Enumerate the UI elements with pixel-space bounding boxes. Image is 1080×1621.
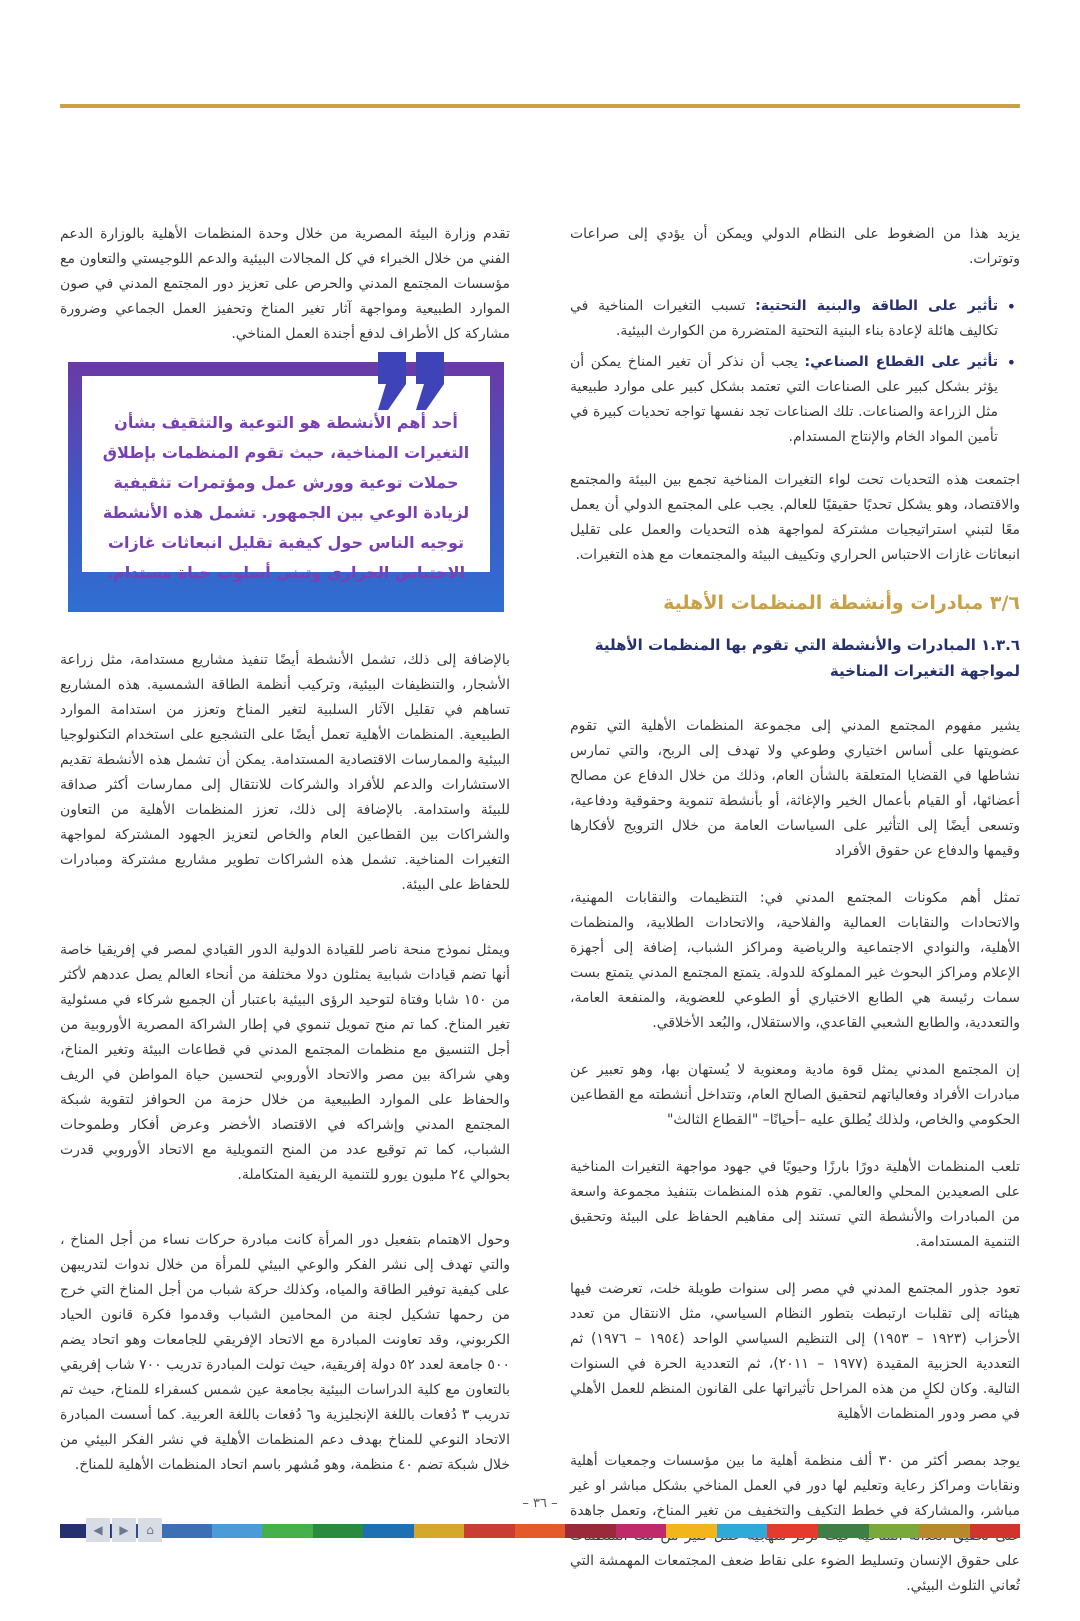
- home-icon[interactable]: ⌂: [138, 1518, 162, 1542]
- color-strip-segment: [161, 1524, 212, 1538]
- quote-mark-icon: [372, 352, 452, 412]
- ngo-role: تلعب المنظمات الأهلية دورًا بارزًا وحيويًا في جهود مواجهة التغيرات المناخية على الصعيدين المحلي والعالمي. تقوم هذه المنظمات بتنفيذ مجموعة واسعة من المبادرات والأنشطة التي تستند إلى مفاهيم الحفاظ على البيئة وتحقيق التنمية المستدامة.: [570, 1159, 1020, 1250]
- civil-society-components: تمثل أهم مكونات المجتمع المدني في: التنظيمات والنقابات المهنية، والاتحادات والنقابات العمالية والفلاحية، والاتحادات الطلابية، والمنظمات الأهلية، والنوادي الاجتماعية والرياضية ومراكز الشباب، إضافة إلى أجهزة الإعلام ومراكز البحوث غير المملوكة للدولة. يتمتع المجتمع المدني يتمتع بست سمات رئيسة هي الطابع الاختياري أو الطوعي للعضوية، والمنفعة العامة، والتعددية، والطابع الشعبي القاعدي، والاستقلال، والبُعد الأخلاقي.: [570, 890, 1020, 1031]
- list-item: [570, 350, 1020, 450]
- intro-paragraph: يزيد هذا من الضغوط على النظام الدولي ويمكن أن يؤدي إلى صراعات وتوترات.: [570, 226, 1020, 267]
- color-strip-segment: [262, 1524, 313, 1538]
- projects-paragraph: بالإضافة إلى ذلك، تشمل الأنشطة أيضًا تنفيذ مشاريع مستدامة، مثل زراعة الأشجار، والتنظيفات البيئية، وتركيب أنظمة الطاقة الشمسية. هذه المشاريع تساهم في تقليل الآثار السلبية لتغير المناخ وتعزز من استدامة الموارد الطبيعية. المنظمات الأهلية تعمل أيضًا على التشجيع على استخدام التكنولوجيا البيئية والممارسات الاقتصادية المستدامة. يمكن أن تشمل هذه الأنشطة تقديم الاستشارات والدعم للأفراد والشركات للانتقال إلى ممارسات أكثر صداقة للبيئة واستدامة. بالإضافة إلى ذلك، تعزز المنظمات الأهلية من التعاون والشراكات بين القطاعين العام والخاص لتعزيز الجهود المشتركة لمواجهة التغيرات المناخية. تشمل هذه الشراكات تطوير مشاريع مشتركة ومبادرات للحفاظ على البيئة.: [60, 652, 510, 893]
- civil-society-definition: يشير مفهوم المجتمع المدني إلى مجموعة المنظمات الأهلية التي تقوم عضويتها على أساس اختياري وطوعي ولا تهدف إلى الربح، والتي تمارس نشاطها في القضايا المتعلقة بالشأن العام، وذلك من خلال الدفاع عن مصالح أعضائها، أو القيام بأعمال الخير والإغاثة، أو بأنشطة تنموية وحقوقية ودفاعية، وتسعى أيضًا إلى التأثير على السياسات العامة من خلال الترويج لأفكارها وقيمها والدفاع عن حقوق الأفراد: [570, 718, 1020, 859]
- arrow-left-icon[interactable]: ◀: [86, 1518, 110, 1542]
- color-strip-segment: [919, 1524, 970, 1538]
- subsection-heading: ١.٣.٦ المبادرات والأنشطة التي تقوم بها المنظمات الأهلية لمواجهة التغيرات المناخية: [594, 636, 1020, 680]
- bullet-text: يجب أن نذكر أن تغير المناخ يمكن أن يؤثر بشكل كبير على الصناعات التي تعتمد بشكل كبير على موارد طبيعية مثل الزراعة والصناعات. تلك الصناعات تجد نفسها تواجه تحديات كبيرة في تأمين المواد الخام والإنتاج المستدام.: [570, 354, 998, 445]
- civil-society-history: تعود جذور المجتمع المدني في مصر إلى سنوات طويلة خلت، تعرضت فيها هيئاته إلى تقلبات ارتبطت بتطور النظام السياسي، مثل الانتقال من تعدد الأحزاب (١٩٢٣ – ١٩٥٣) إلى التنظيم السياسي الواحد (١٩٥٤ – ١٩٧٦) ثم التعددية الحزبية المقيدة (١٩٧٧ – ٢٠١١)، ثم التعددية الحرة في السنوات التالية. وكان لكلٍ من هذه المراحل تأثيراتها على القانون المنظم للعمل الأهلي في مصر ودور المنظمات الأهلية: [570, 1281, 1020, 1422]
- right-column: [570, 222, 1020, 1621]
- color-strip-segment: [616, 1524, 667, 1538]
- page-number: – ٣٦ –: [522, 1496, 558, 1511]
- bullet-text: تسبب التغيرات المناخية في تكاليف هائلة لإعادة بناء البنية التحتية المتضررة من الكوارث البيئية.: [570, 298, 998, 339]
- color-strip-segment: [717, 1524, 768, 1538]
- color-strip-segment: [869, 1524, 920, 1538]
- women-initiative-paragraph: وحول الاهتمام بتفعيل دور المرأة كانت مبادرة حركات نساء من أجل المناخ ، والتي تهدف إلى نشر الفكر والوعي البيئي للمرأة من خلال ندوات لتدريبهن على كيفية توفير الطاقة والمياه، وكذلك حركة شباب من أجل المناخ التي خرج من رحمها تشكيل لجنة من المحامين الشباب وقدموا فكرة قانون الحياد الكربوني، وقد تعاونت المبادرة مع الاتحاد الإفريقي للجامعات وهو اتحاد يضم ٥٠٠ جامعة لعدد ٥٢ دولة إفريقية، حيث تولت المبادرة تدريب ٧٠٠ شاب إفريقي بالتعاون مع كلية الدراسات البيئية بجامعة عين شمس كسفراء للمناخ، حيث تم تدريب ٣ دُفعات باللغة الإنجليزية و٦ دُفعات باللغة العربية. كما أسست المبادرة الاتحاد النوعي للمناخ بهدف دعم المنظمات الأهلية في نشر الفكر البيئي من خلال شبكة تضم ٤٠ منظمة، وهو مُشهر باسم اتحاد المنظمات الأهلية للمناخ.: [60, 1232, 510, 1473]
- color-strip-segment: [818, 1524, 869, 1538]
- color-strip-segment: [515, 1524, 566, 1538]
- ministry-paragraph: تقدم وزارة البيئة المصرية من خلال وحدة المنظمات الأهلية بالوزارة الدعم الفني من خلال الخبراء في كل المجالات البيئية والدعم اللوجيستي والتعاون مع مؤسسات المجتمع المدني والحرص على تعزيز دور المجتمع المدني في صون الموارد الطبيعية ومواجهة آثار تغير المناخ وتحفيز العمل الجماعي وضرورة مشاركة كل الأطراف لدفع أجندة العمل المناخي.: [60, 226, 510, 342]
- color-strip-segment: [414, 1524, 465, 1538]
- nasser-fellowship-paragraph: ويمثل نموذج منحة ناصر للقيادة الدولية الدور القيادي لمصر في إفريقيا خاصة أنها تضم قيادات شبابية يمثلون دولا مختلفة من أنحاء العالم يصل عددهم لأكثر من ١٥٠ شابا وفتاة لتوحيد الرؤى البيئية باعتبار أن الجميع شركاء في مسئولية تغير المناخ. كما تم منح تمويل تنموي في إطار الشراكة المصرية الأوروبية من أجل التنسيق مع منظمات المجتمع المدني في قطاعات البيئة وتغير المناخ، وهي شراكة بين مصر والاتحاد الأوروبي لتحسين حياة المواطن في الريف والحفاظ على الموارد الطبيعية من خلال حزمة من الحوافز لتقوية شبكة المجتمع المدني وإشراكه في الاقتصاد الأخضر وعرض أفكار وطموحات الشباب، كما تم توقيع عدد من المنح التمويلية مع الاتحاد الأوروبي قدرت بحوالي ٢٤ مليون يورو للتنمية الريفية المتكاملة.: [60, 942, 510, 1183]
- challenges-paragraph: اجتمعت هذه التحديات تحت لواء التغيرات المناخية تجمع بين البيئة والمجتمع والاقتصاد، وهو يشكل تحديًا حقيقيًا للعالم. يجب على المجتمع الدولي أن يعمل معًا لتبني استراتيجيات مشتركة لمواجهة هذه التحديات والعمل على تقليل انبعاثات غازات الاحتباس الحراري وتكييف البيئة والمجتمعات مع هذه التغيرات.: [570, 472, 1020, 563]
- pull-quote-text: أحد أهم الأنشطة هو التوعية والتثقيف بشأن التغيرات المناخية، حيث تقوم المنظمات بإطلاق حملات توعية وورش عمل ومؤتمرات تثقيفية لزيادة الوعي بين الجمهور. تشمل هذه الأنشطة توجيه الناس حول كيفية تقليل انبعاثات غازات الاحتباس الحراري وتبني أسلوب حياة مستدام.: [102, 413, 470, 582]
- bullet-heading: تأثير على الطاقة والبنية التحتية:: [755, 298, 998, 314]
- top-rule: [60, 104, 1020, 108]
- color-strip-segment: [363, 1524, 414, 1538]
- color-strip-segment: [565, 1524, 616, 1538]
- color-strip-segment: [313, 1524, 364, 1538]
- section-heading: ٣/٦ مبادرات وأنشطة المنظمات الأهلية: [663, 592, 1020, 614]
- color-strip: [60, 1524, 1020, 1538]
- page-nav: [86, 1518, 162, 1542]
- ngo-count: يوجد بمصر أكثر من ٣٠ ألف منظمة أهلية ما بين مؤسسات وجمعيات أهلية ونقابات ومراكز رعاية وتعليم لها دور في العمل المناخي بشكل مباشر او غير مباشر، والمشاركة في خطط التكيف والتخفيف من تغير المناخ، وتعمل جاهدة على حقوق الإنسان وتسليط الضوء على نقاط ضعف المجتمعات المهمشة التي تُعاني التلوث البيئي.: [570, 1453, 1020, 1594]
- color-strip-segment: [212, 1524, 263, 1538]
- bullet-heading: تأثير على القطاع الصناعي:: [804, 354, 999, 370]
- color-strip-segment: [767, 1524, 818, 1538]
- pull-quote: [68, 362, 504, 612]
- color-strip-segment: [464, 1524, 515, 1538]
- civil-society-power: إن المجتمع المدني يمثل قوة مادية ومعنوية لا يُستهان بها، وهو تعبير عن مبادرات الأفراد وفعالياتهم لتحقيق الصالح العام، وتتداخل أنشطته مع القطاعين الحكومي والخاص، ولذلك يُطلق عليه –أحيانًا– "القطاع الثالث": [570, 1062, 1020, 1128]
- arrow-right-icon[interactable]: ▶: [112, 1518, 136, 1542]
- impact-list: [570, 294, 1020, 450]
- left-column-lower: [60, 648, 510, 1478]
- left-column: [60, 222, 510, 347]
- color-strip-segment: [666, 1524, 717, 1538]
- color-strip-segment: [970, 1524, 1021, 1538]
- list-item: [570, 294, 1020, 344]
